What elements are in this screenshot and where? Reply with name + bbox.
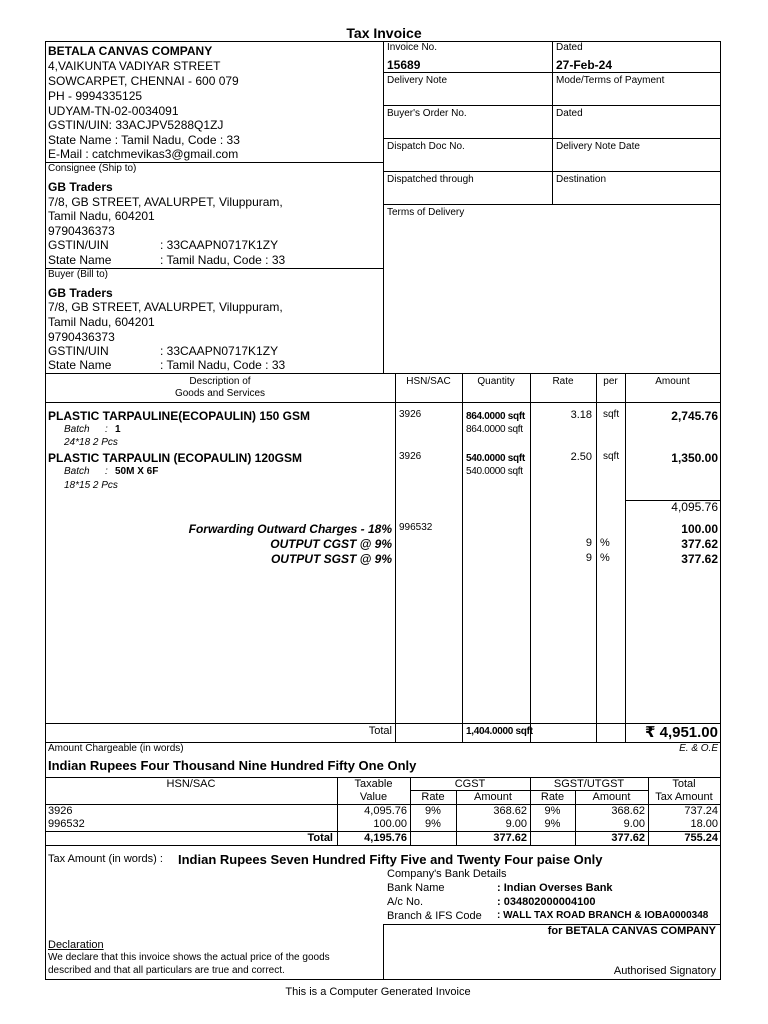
charge-amount: 377.62: [681, 552, 718, 566]
item-qty: 540.0000 sqft: [466, 453, 525, 464]
item-name: PLASTIC TARPAULIN (ECOPAULIN) 120GSM: [48, 451, 303, 465]
invoice-no: 15689: [387, 58, 421, 72]
tax-row-hsn: 996532: [48, 818, 85, 830]
seller-line: State Name : Tamil Nadu, Code : 33: [48, 133, 240, 147]
branch-ifs-label: Branch & IFS Code: [387, 910, 482, 922]
tax-total-label: Total: [307, 832, 333, 844]
charge-rate: 9: [585, 552, 592, 564]
item-rate: 2.50: [570, 451, 592, 463]
invoice-date: 27-Feb-24: [556, 58, 613, 72]
computer-generated-note: This is a Computer Generated Invoice: [285, 986, 471, 998]
seller-name: BETALA CANVAS COMPANY: [48, 44, 213, 58]
col-hsn: HSN/SAC: [406, 376, 451, 387]
buyer-state-label: State Name: [48, 358, 112, 372]
buyer-gstin-label: GSTIN/UIN: [48, 344, 109, 358]
for-company: for BETALA CANVAS COMPANY: [547, 925, 716, 937]
consignee-gstin: : 33CAAPN0717K1ZY: [160, 238, 279, 252]
tax-total-sgst: 377.62: [611, 832, 645, 844]
destination-label: Destination: [556, 174, 607, 185]
col-per: per: [603, 376, 618, 387]
item-hsn: 3926: [399, 409, 422, 420]
col-description-sub: Goods and Services: [174, 388, 266, 399]
item-batch: 1: [115, 424, 121, 435]
declaration-text: described and that all particulars are true and correct.: [48, 965, 285, 976]
item-per: sqft: [603, 409, 620, 420]
tax-col-sgst: SGST/UTGST: [553, 778, 625, 790]
buyer-address: Tamil Nadu, 604201: [48, 315, 155, 329]
tax-col-cgst-amount: Amount: [474, 791, 512, 803]
eoe-label: E. & O.E: [679, 743, 718, 754]
tax-col-total-sub: Tax Amount: [655, 791, 713, 803]
buyer-address: 7/8, GB STREET, AVALURPET, Viluppuram,: [48, 300, 283, 314]
item-amount: 1,350.00: [671, 451, 718, 465]
item-qty-alt: 540.0000 sqft: [466, 466, 523, 477]
declaration-text: We declare that this invoice shows the actual price of the goods: [48, 952, 330, 963]
item-note: 18*15 2 Pcs: [64, 480, 118, 491]
consignee-address: 7/8, GB STREET, AVALURPET, Viluppuram,: [48, 195, 283, 209]
buyer-gstin: : 33CAAPN0717K1ZY: [160, 344, 279, 358]
item-hsn: 3926: [399, 451, 422, 462]
tax-row-total: 737.24: [684, 805, 718, 817]
authorised-signatory: Authorised Signatory: [613, 965, 716, 977]
tax-row-cgst-amount: 9.00: [505, 818, 527, 830]
tax-col-sgst-rate: Rate: [540, 791, 565, 803]
tax-col-sgst-amount: Amount: [592, 791, 631, 803]
seller-line: SOWCARPET, CHENNAI - 600 079: [48, 74, 239, 88]
bank-name-label: Bank Name: [387, 882, 445, 894]
item-batch-colon: :: [105, 466, 108, 477]
account-no-label: A/c No.: [387, 896, 424, 908]
item-batch-label: Batch: [64, 466, 90, 477]
tax-row-cgst-rate: 9%: [425, 805, 441, 817]
grand-total: ₹ 4,951.00: [645, 724, 718, 741]
item-rate: 3.18: [570, 409, 592, 421]
consignee-gstin-label: GSTIN/UIN: [48, 238, 109, 252]
item-batch-label: Batch: [64, 424, 90, 435]
col-rate: Rate: [552, 376, 574, 387]
seller-line: GSTIN/UIN: 33ACJPV5288Q1ZJ: [48, 118, 224, 132]
terms-of-delivery-label: Terms of Delivery: [387, 207, 465, 218]
buyer-name: GB Traders: [48, 286, 113, 300]
tax-row-cgst-amount: 368.62: [493, 805, 527, 817]
seller-email: E-Mail : catchmevikas3@gmail.com: [48, 147, 239, 161]
seller-line: UDYAM-TN-02-0034091: [48, 104, 179, 118]
invoice-no-label: Invoice No.: [387, 42, 438, 53]
consignee-name: GB Traders: [48, 180, 113, 194]
tax-col-cgst: CGST: [454, 778, 486, 790]
page-title: Tax Invoice: [346, 25, 422, 41]
tax-col-taxable: Taxable: [354, 778, 393, 790]
account-no: : 034802000004100: [497, 896, 596, 908]
delivery-note-date-label: Delivery Note Date: [556, 141, 640, 152]
bank-heading: Company's Bank Details: [387, 868, 507, 880]
tax-row-taxable: 100.00: [373, 818, 407, 830]
total-quantity: 1,404.0000 sqft: [466, 726, 533, 737]
tax-total-taxable: 4,195.76: [364, 832, 407, 844]
bank-name: : Indian Overses Bank: [497, 882, 613, 894]
seller-line: 4,VAIKUNTA VADIYAR STREET: [48, 59, 221, 73]
col-amount: Amount: [655, 376, 690, 387]
tax-row-sgst-amount: 368.62: [611, 805, 645, 817]
dispatched-through-label: Dispatched through: [387, 174, 474, 185]
branch-ifs: : WALL TAX ROAD BRANCH & IOBA0000348: [497, 910, 709, 921]
order-dated-label: Dated: [556, 108, 583, 119]
item-batch: 50M X 6F: [115, 466, 159, 477]
tax-row-sgst-rate: 9%: [544, 805, 561, 817]
item-per: sqft: [603, 451, 620, 462]
tax-col-total: Total: [672, 778, 696, 790]
item-batch-colon: :: [105, 424, 108, 435]
consignee-heading: Consignee (Ship to): [48, 163, 137, 174]
tax-total-amount: 755.24: [684, 832, 718, 844]
payment-terms-label: Mode/Terms of Payment: [556, 75, 665, 86]
declaration-heading: Declaration: [48, 939, 104, 951]
charge-name: OUTPUT SGST @ 9%: [270, 552, 392, 566]
delivery-note-label: Delivery Note: [387, 75, 448, 86]
tax-row-taxable: 4,095.76: [364, 805, 407, 817]
tax-col-taxable-sub: Value: [359, 791, 388, 803]
col-quantity: Quantity: [477, 376, 515, 387]
consignee-state-label: State Name: [48, 253, 112, 267]
item-qty: 864.0000 sqft: [466, 411, 525, 422]
charge-per: %: [600, 537, 610, 549]
buyers-order-label: Buyer's Order No.: [387, 108, 467, 119]
buyer-heading: Buyer (Bill to): [48, 269, 109, 280]
seller-line: PH - 9994335125: [48, 89, 143, 103]
amount-words-label: Amount Chargeable (in words): [48, 743, 184, 754]
tax-row-cgst-rate: 9%: [425, 818, 441, 830]
item-amount: 2,745.76: [671, 409, 718, 423]
tax-col-cgst-rate: Rate: [421, 791, 445, 803]
tax-row-hsn: 3926: [48, 805, 73, 817]
tax-col-hsn: HSN/SAC: [166, 778, 216, 790]
charge-amount: 100.00: [681, 522, 718, 536]
subtotal: 4,095.76: [671, 500, 718, 514]
item-qty-alt: 864.0000 sqft: [466, 424, 523, 435]
consignee-phone: 9790436373: [48, 224, 115, 238]
tax-row-total: 18.00: [690, 818, 718, 830]
charge-amount: 377.62: [681, 537, 718, 551]
charge-per: %: [600, 552, 610, 564]
consignee-address: Tamil Nadu, 604201: [48, 209, 155, 223]
charge-name: Forwarding Outward Charges - 18%: [188, 522, 392, 536]
consignee-state: : Tamil Nadu, Code : 33: [160, 253, 286, 267]
dated-label: Dated: [556, 42, 583, 53]
tax-words-label: Tax Amount (in words) :: [48, 853, 163, 865]
amount-in-words: Indian Rupees Four Thousand Nine Hundred Fifty One Only: [48, 758, 417, 773]
col-description: Description of: [189, 376, 251, 387]
charge-rate: 9: [585, 537, 592, 549]
charge-name: OUTPUT CGST @ 9%: [270, 537, 392, 551]
dispatch-doc-label: Dispatch Doc No.: [387, 141, 465, 152]
tax-row-sgst-rate: 9%: [544, 818, 561, 830]
item-name: PLASTIC TARPAULINE(ECOPAULIN) 150 GSM: [48, 409, 311, 423]
total-label: Total: [368, 725, 392, 737]
buyer-state: : Tamil Nadu, Code : 33: [160, 358, 286, 372]
tax-in-words: Indian Rupees Seven Hundred Fifty Five and Twenty Four paise Only: [178, 852, 603, 867]
item-note: 24*18 2 Pcs: [64, 437, 118, 448]
tax-row-sgst-amount: 9.00: [623, 818, 645, 830]
tax-total-cgst: 377.62: [493, 832, 527, 844]
charge-hsn: 996532: [399, 522, 433, 533]
buyer-phone: 9790436373: [48, 330, 115, 344]
